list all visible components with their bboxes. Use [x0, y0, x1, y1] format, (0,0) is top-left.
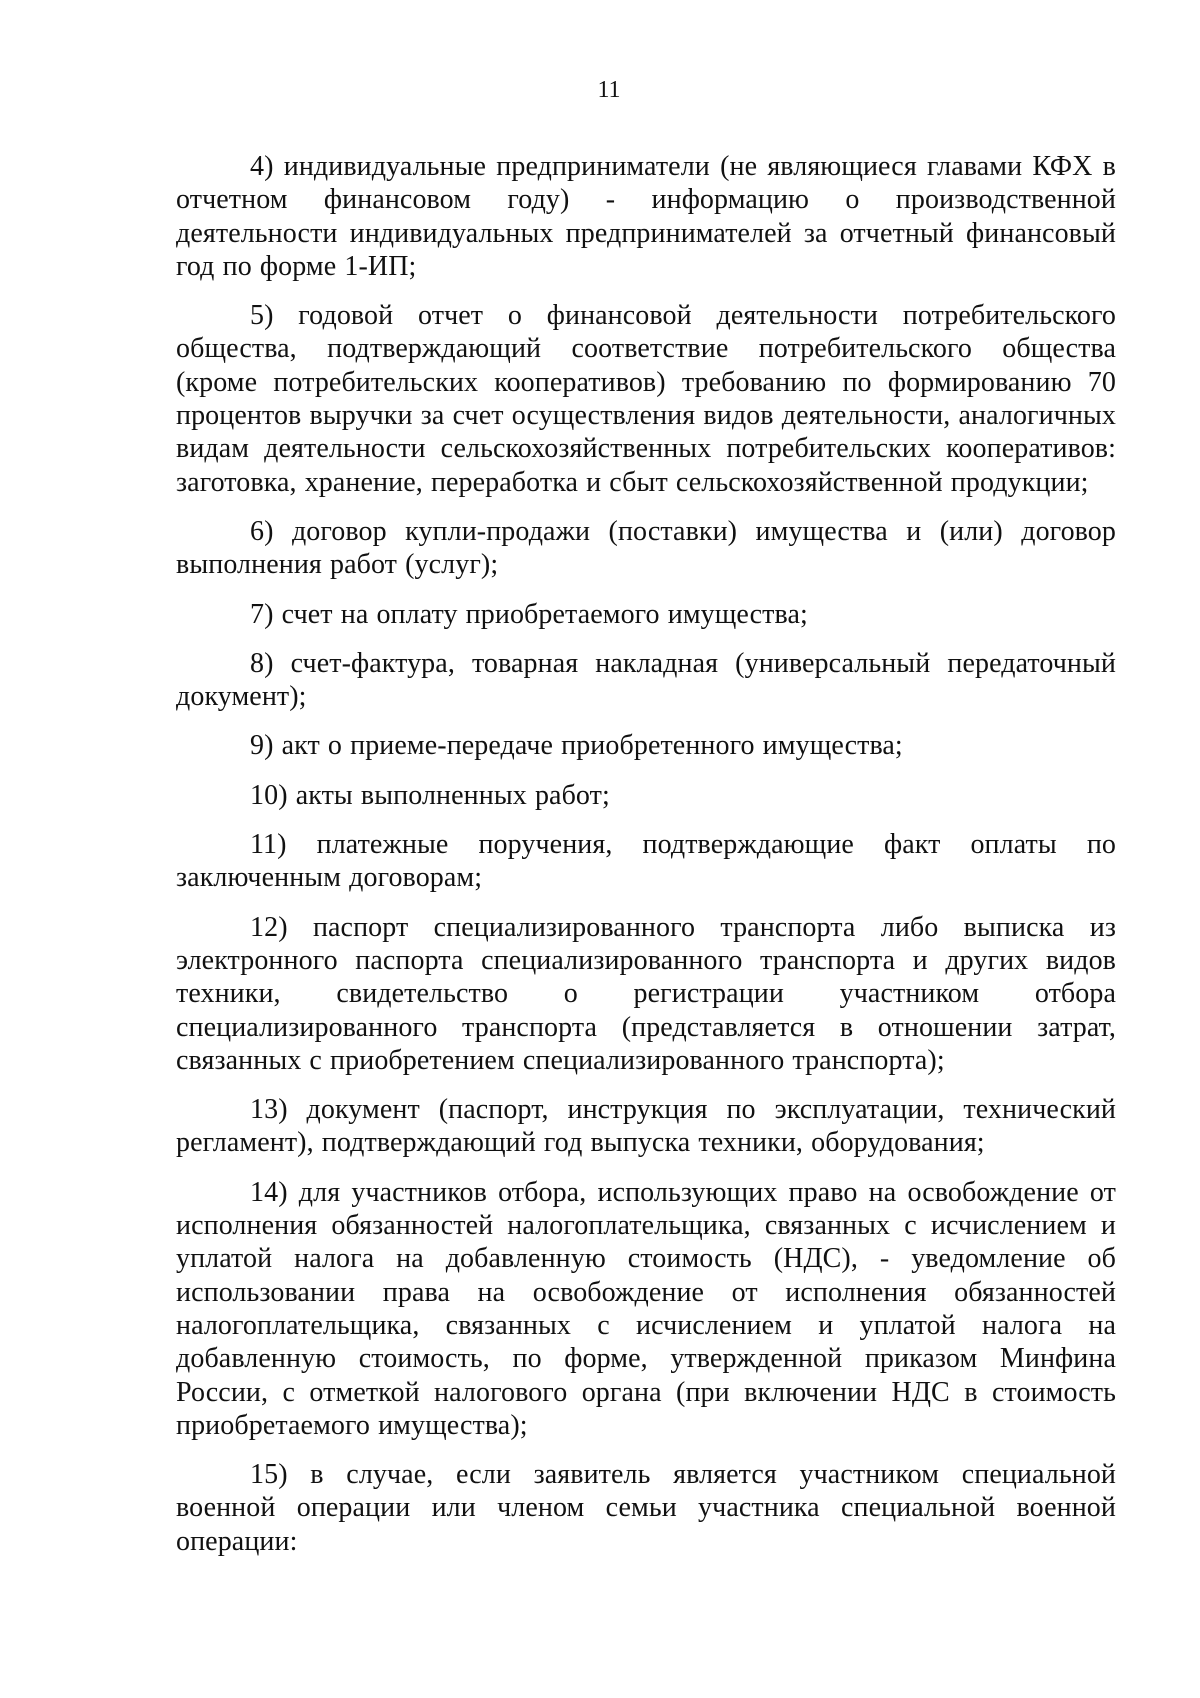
list-item-6: 6) договор купли-продажи (поставки) имущества и (или) договор выполнения работ (услуг); — [176, 515, 1116, 581]
list-item-15: 15) в случае, если заявитель является участником специальной военной операции или членом семьи участника специальной военной операции: — [176, 1459, 1116, 1557]
list-item-9: 9) акт о приеме-передаче приобретенного имущества; — [250, 730, 903, 762]
list-item-7: 7) счет на оплату приобретаемого имущества; — [250, 598, 808, 630]
list-item-11: 11) платежные поручения, подтверждающие факт оплаты по заключенным договорам; — [176, 829, 1116, 894]
list-item-14: 14) для участников отбора, использующих право на освобождение от исполнения обязанностей налогоплательщика, связанных с исчислением и уплатой налога на добавленную стоимость (НДС), - уведомление об использовании права на освобождение от исполнения обязанностей налогоплательщика, связанных с исчислением и уплатой налога на добавленную стоимость, по форме, утвержденной приказом Минфина России, с отметкой налогового органа (при включении НДС в стоимость приобретаемого имущества); — [176, 1176, 1116, 1441]
page-number: 11 — [597, 77, 621, 103]
list-item-8: 8) счет-фактура, товарная накладная (универсальный передаточный документ); — [176, 647, 1116, 713]
list-item-10: 10) акты выполненных работ; — [250, 779, 610, 811]
list-item-5: 5) годовой отчет о финансовой деятельности потребительского общества, подтверждающий соответствие потребительского общества (кроме потребительских кооперативов) требованию по формированию 70 процентов выручки за счет осуществления видов деятельности, аналогичных видам деятельности сельскохозяйственных потребительских кооперативов: заготовка, хранение, переработка и сбыт сельскохозяйственной продукции; — [176, 300, 1116, 498]
list-item-4: 4) индивидуальные предприниматели (не являющиеся главами КФХ в отчетном финансовом году) - информацию о производственной деятельности индивидуальных предпринимателей за отчетный финансовый год по форме 1-ИП; — [176, 151, 1116, 282]
document-body — [176, 150, 1116, 1574]
list-item-13: 13) документ (паспорт, инструкция по эксплуатации, технический регламент), подтверждающий год выпуска техники, оборудования; — [176, 1094, 1116, 1159]
list-item-12: 12) паспорт специализированного транспорта либо выписка из электронного паспорта специализированного транспорта и других видов техники, свидетельство о регистрации участником отбора специализированного транспорта (представляется в отношении затрат, связанных с приобретением специализированного транспорта); — [176, 911, 1116, 1076]
